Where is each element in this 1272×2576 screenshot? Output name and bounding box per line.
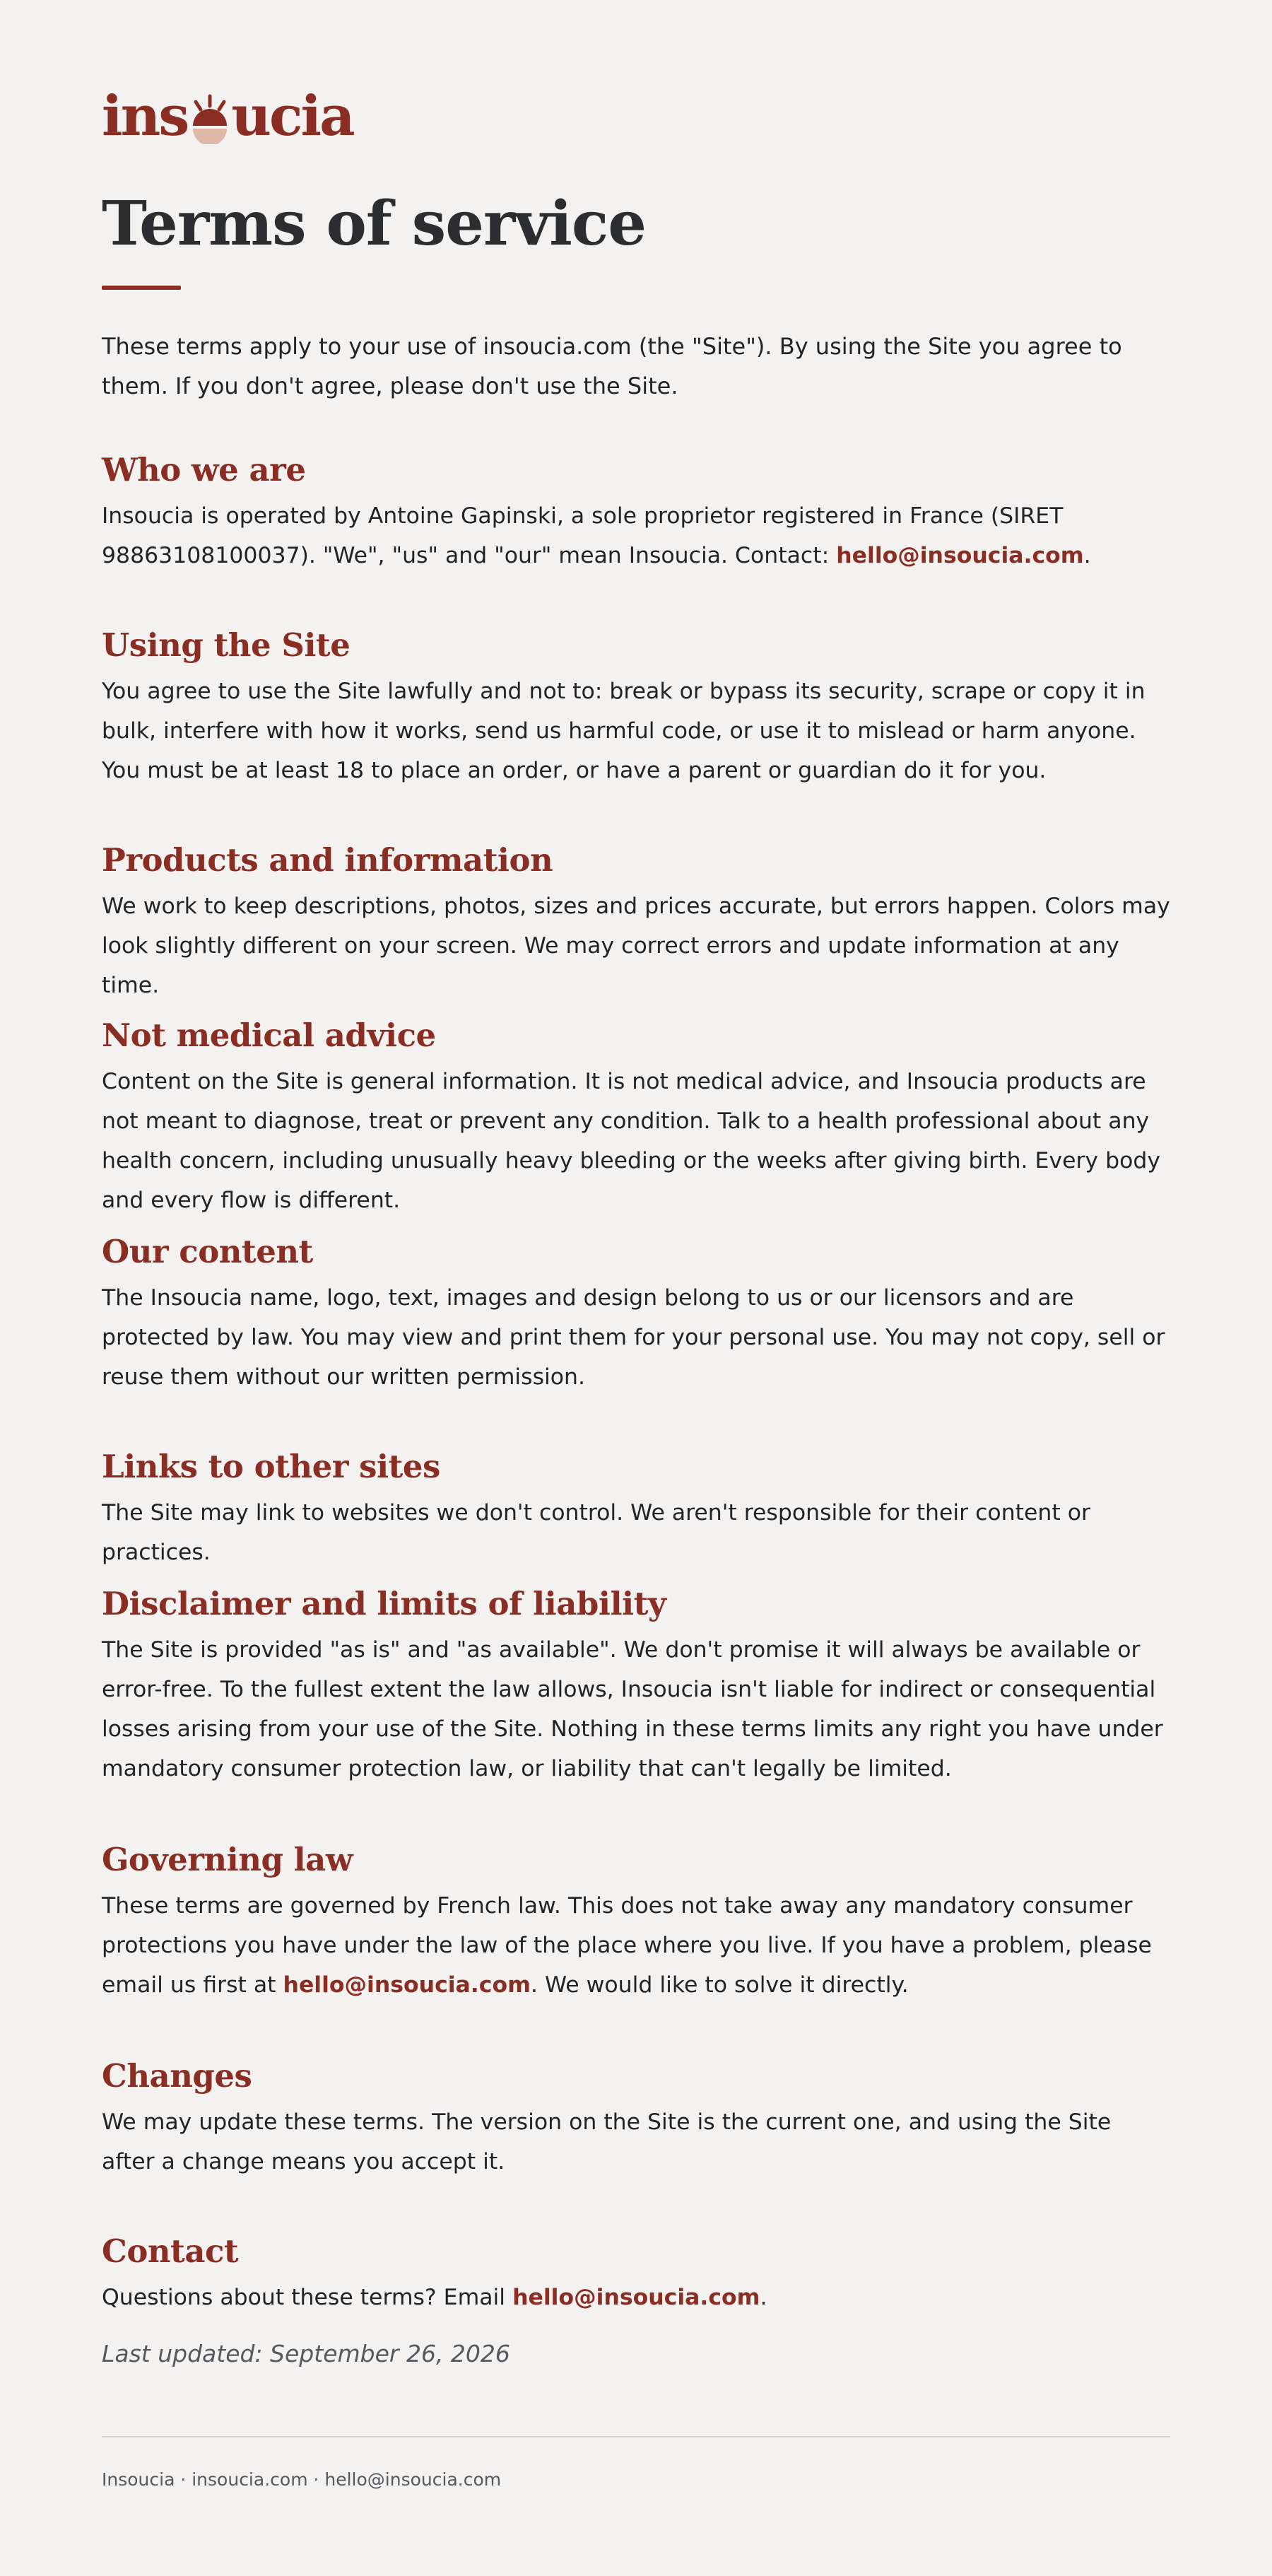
section-using-the-site	[102, 623, 1170, 790]
section-heading: Who we are	[102, 451, 306, 488]
section-products-and-information	[102, 838, 1170, 1005]
section-who-we-are	[102, 448, 1170, 575]
sun-half-icon	[189, 93, 231, 144]
section-heading: Contact	[102, 2232, 239, 2270]
section-body: The Site may link to websites we don't control. We aren't responsible for their content or practices.	[102, 1500, 1090, 1565]
page-title: Terms of service	[102, 188, 646, 259]
section-text: Insoucia is operated by Antoine Gapinski, a sole proprietor registered in France (SIRET 98863108100037). "We", "us" and "our" mean Insoucia. Contact:	[102, 503, 1064, 568]
section-governing-law	[102, 1838, 1170, 2005]
email-link[interactable]: hello@insoucia.com	[283, 1972, 531, 1998]
section-links-to-other-sites	[102, 1445, 1170, 1572]
last-updated: Last updated: September 26, 2026	[102, 2340, 510, 2367]
logo-text-end: ucia	[231, 84, 353, 148]
section-heading: Using the Site	[102, 626, 351, 664]
section-body: You agree to use the Site lawfully and not to: break or bypass its security, scrape or copy it in bulk, interfere with how it works, send us harmful code, or use it to mislead or harm anyone. You must be at least 18 to place an order, or have a parent or guardian do it for you.	[102, 679, 1146, 783]
section-body: We may update these terms. The version on the Site is the current one, and using the Site after a change means you accept it.	[102, 2109, 1112, 2174]
section-heading: Changes	[102, 2057, 252, 2095]
section-contact	[102, 2230, 1170, 2317]
section-our-content	[102, 1230, 1170, 1397]
section-heading: Products and information	[102, 841, 553, 879]
section-heading: Not medical advice	[102, 1017, 436, 1054]
section-heading: Our content	[102, 1233, 313, 1270]
section-text-end: .	[1083, 543, 1091, 568]
title-underline	[102, 286, 181, 290]
section-heading: Governing law	[102, 1841, 353, 1878]
section-heading: Links to other sites	[102, 1448, 440, 1485]
email-link[interactable]: hello@insoucia.com	[512, 2285, 760, 2310]
logo-text-start: ins	[102, 84, 188, 148]
site-logo[interactable]	[102, 84, 353, 148]
section-not-medical-advice	[102, 1014, 1170, 1220]
section-heading: Disclaimer and limits of liability	[102, 1585, 666, 1622]
footer-divider	[102, 2436, 1170, 2437]
footer-text: Insoucia · insoucia.com · hello@insoucia.com	[102, 2469, 502, 2490]
section-changes	[102, 2054, 1170, 2182]
section-body	[102, 2278, 1170, 2317]
section-body: We work to keep descriptions, photos, sizes and prices accurate, but errors happen. Colors may look slightly different on your screen. We may correct errors and update information at any time.	[102, 894, 1170, 998]
section-text-end: . We would like to solve it directly.	[530, 1972, 909, 1998]
intro-paragraph: These terms apply to your use of insoucia.com (the "Site"). By using the Site you agree to them. If you don't agree, please don't use the Site.	[102, 333, 1122, 399]
section-body	[102, 1886, 1170, 2005]
section-body: Content on the Site is general information. It is not medical advice, and Insoucia products are not meant to diagnose, treat or prevent any condition. Talk to a health professional about any health concern, including unusually heavy bleeding or the weeks after giving birth. Every body and every flow is different.	[102, 1069, 1160, 1213]
section-body	[102, 496, 1170, 575]
section-text: These terms are governed by French law. This does not take away any mandatory consumer protections you have under the law of the place where you live. If you have a problem, please email us first at	[102, 1893, 1152, 1998]
section-body: The Insoucia name, logo, text, images and design belong to us or our licensors and are protected by law. You may view and print them for your personal use. You may not copy, sell or reuse them without our written permission.	[102, 1285, 1165, 1390]
section-body: The Site is provided "as is" and "as available". We don't promise it will always be available or error-free. To the fullest extent the law allows, Insoucia isn't liable for indirect or consequential losses arising from your use of the Site. Nothing in these terms limits any right you have under mandatory consumer protection law, or liability that can't legally be limited.	[102, 1637, 1163, 1781]
section-text-end: .	[760, 2285, 767, 2310]
section-disclaimer-and-limits	[102, 1582, 1170, 1788]
section-text: Questions about these terms? Email	[102, 2285, 513, 2310]
email-link[interactable]: hello@insoucia.com	[836, 543, 1084, 568]
